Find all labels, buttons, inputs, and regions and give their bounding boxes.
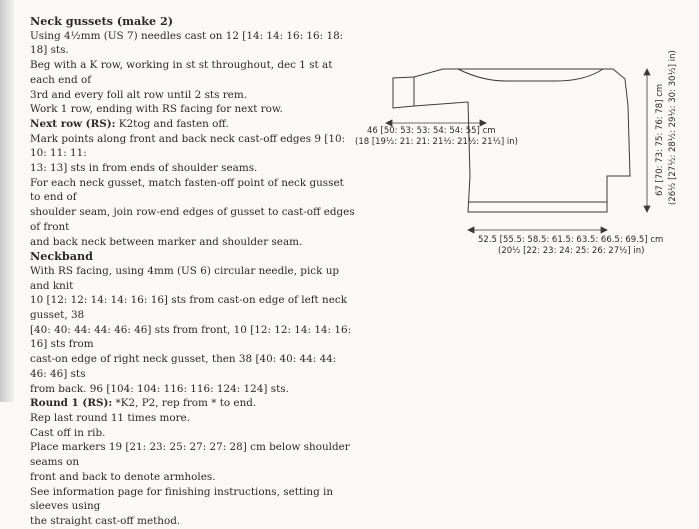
round-text: *K2, P2, rep from * to end.	[112, 397, 257, 410]
instruction-line: Place markers 19 [21: 23: 25: 27: 27: 28] cm below shoulder seams on	[30, 441, 350, 469]
neckline	[458, 69, 603, 81]
next-row-label: Next row (RS):	[30, 117, 116, 130]
instruction-line: cast-on edge of right neck gusset, then 38 [40: 40: 44: 44: 46: 46] sts	[30, 353, 337, 380]
length-arrow-head-bottom	[644, 206, 650, 212]
instruction-line: front and back to denote armholes.	[30, 470, 216, 483]
width-arrow-head-right	[601, 227, 607, 233]
instruction-line: and back neck between marker and shoulder seam.	[30, 235, 303, 248]
neckband-heading: Neckband	[30, 249, 93, 264]
instruction-line: from back. 96 [104: 104: 116: 116: 124: 124] sts.	[30, 382, 289, 395]
instruction-line: Using 4½mm (US 7) needles cast on 12 [14: 14: 16: 16: 18: 18] sts.	[30, 29, 344, 57]
instruction-line: Beg with a K row, working in st st throughout, dec 1 st at each end of	[30, 59, 333, 86]
next-row-text: K2tog and fasten off.	[115, 117, 229, 130]
round-label: Round 1 (RS):	[30, 397, 113, 410]
width-arrow-head-left	[468, 227, 474, 233]
chest-width-cm: 52.5 [55.5: 58.5: 61.5: 63.5: 66.5: 69.5] cm	[478, 235, 664, 245]
instruction-line: 10 [12: 12: 14: 14: 16: 16] sts from cast-on edge of left neck gusset, 38	[30, 294, 347, 322]
sleeve-length-in: (18 [19½: 21: 21: 21½: 21½: 21½] in)	[355, 137, 518, 147]
instruction-line: 3rd and every foll alt row until 2 sts rem.	[30, 88, 247, 101]
length-arrow-head-top	[644, 69, 650, 75]
instruction-line: the straight cast-off method.	[30, 514, 181, 527]
instruction-line: Rep last round 11 times more.	[30, 411, 191, 424]
instruction-line: 13: 13] sts in from ends of shoulder seams.	[30, 162, 258, 175]
instruction-line: [40: 40: 44: 44: 46: 46] sts from front, 10 [12: 12: 14: 14: 16: 16] sts from	[30, 323, 352, 351]
chest-width-in: (20½ [22: 23: 24: 25: 26: 27½] in)	[498, 246, 645, 256]
garment-length-in: (26½ [27½: 28½: 29½: 30: 30½] in)	[668, 50, 678, 205]
sleeve-length-cm: 46 [50: 53: 53: 54: 54: 55] cm	[367, 126, 496, 136]
garment-length-cm: 67 [70: 73: 75: 76: 78] cm	[655, 83, 665, 196]
instruction-line: Cast off in rib.	[30, 426, 106, 439]
neck-gussets-heading: Neck gussets (make 2)	[30, 14, 174, 28]
instruction-line: Work 1 row, ending with RS facing for next row.	[30, 103, 283, 116]
instruction-line: shoulder seam, join row-end edges of gusset to cast-off edges of front	[30, 206, 355, 233]
instruction-line: See information page for finishing instructions, setting in sleeves using	[30, 485, 334, 513]
instruction-line: Mark points along front and back neck cast-off edges 9 [10: 10: 11: 11:	[30, 132, 346, 160]
instruction-line: With RS facing, using 4mm (US 6) circular needle, pick up and knit	[30, 264, 340, 292]
instruction-line: For each neck gusset, match fasten-off point of neck gusset to end of	[30, 176, 344, 204]
